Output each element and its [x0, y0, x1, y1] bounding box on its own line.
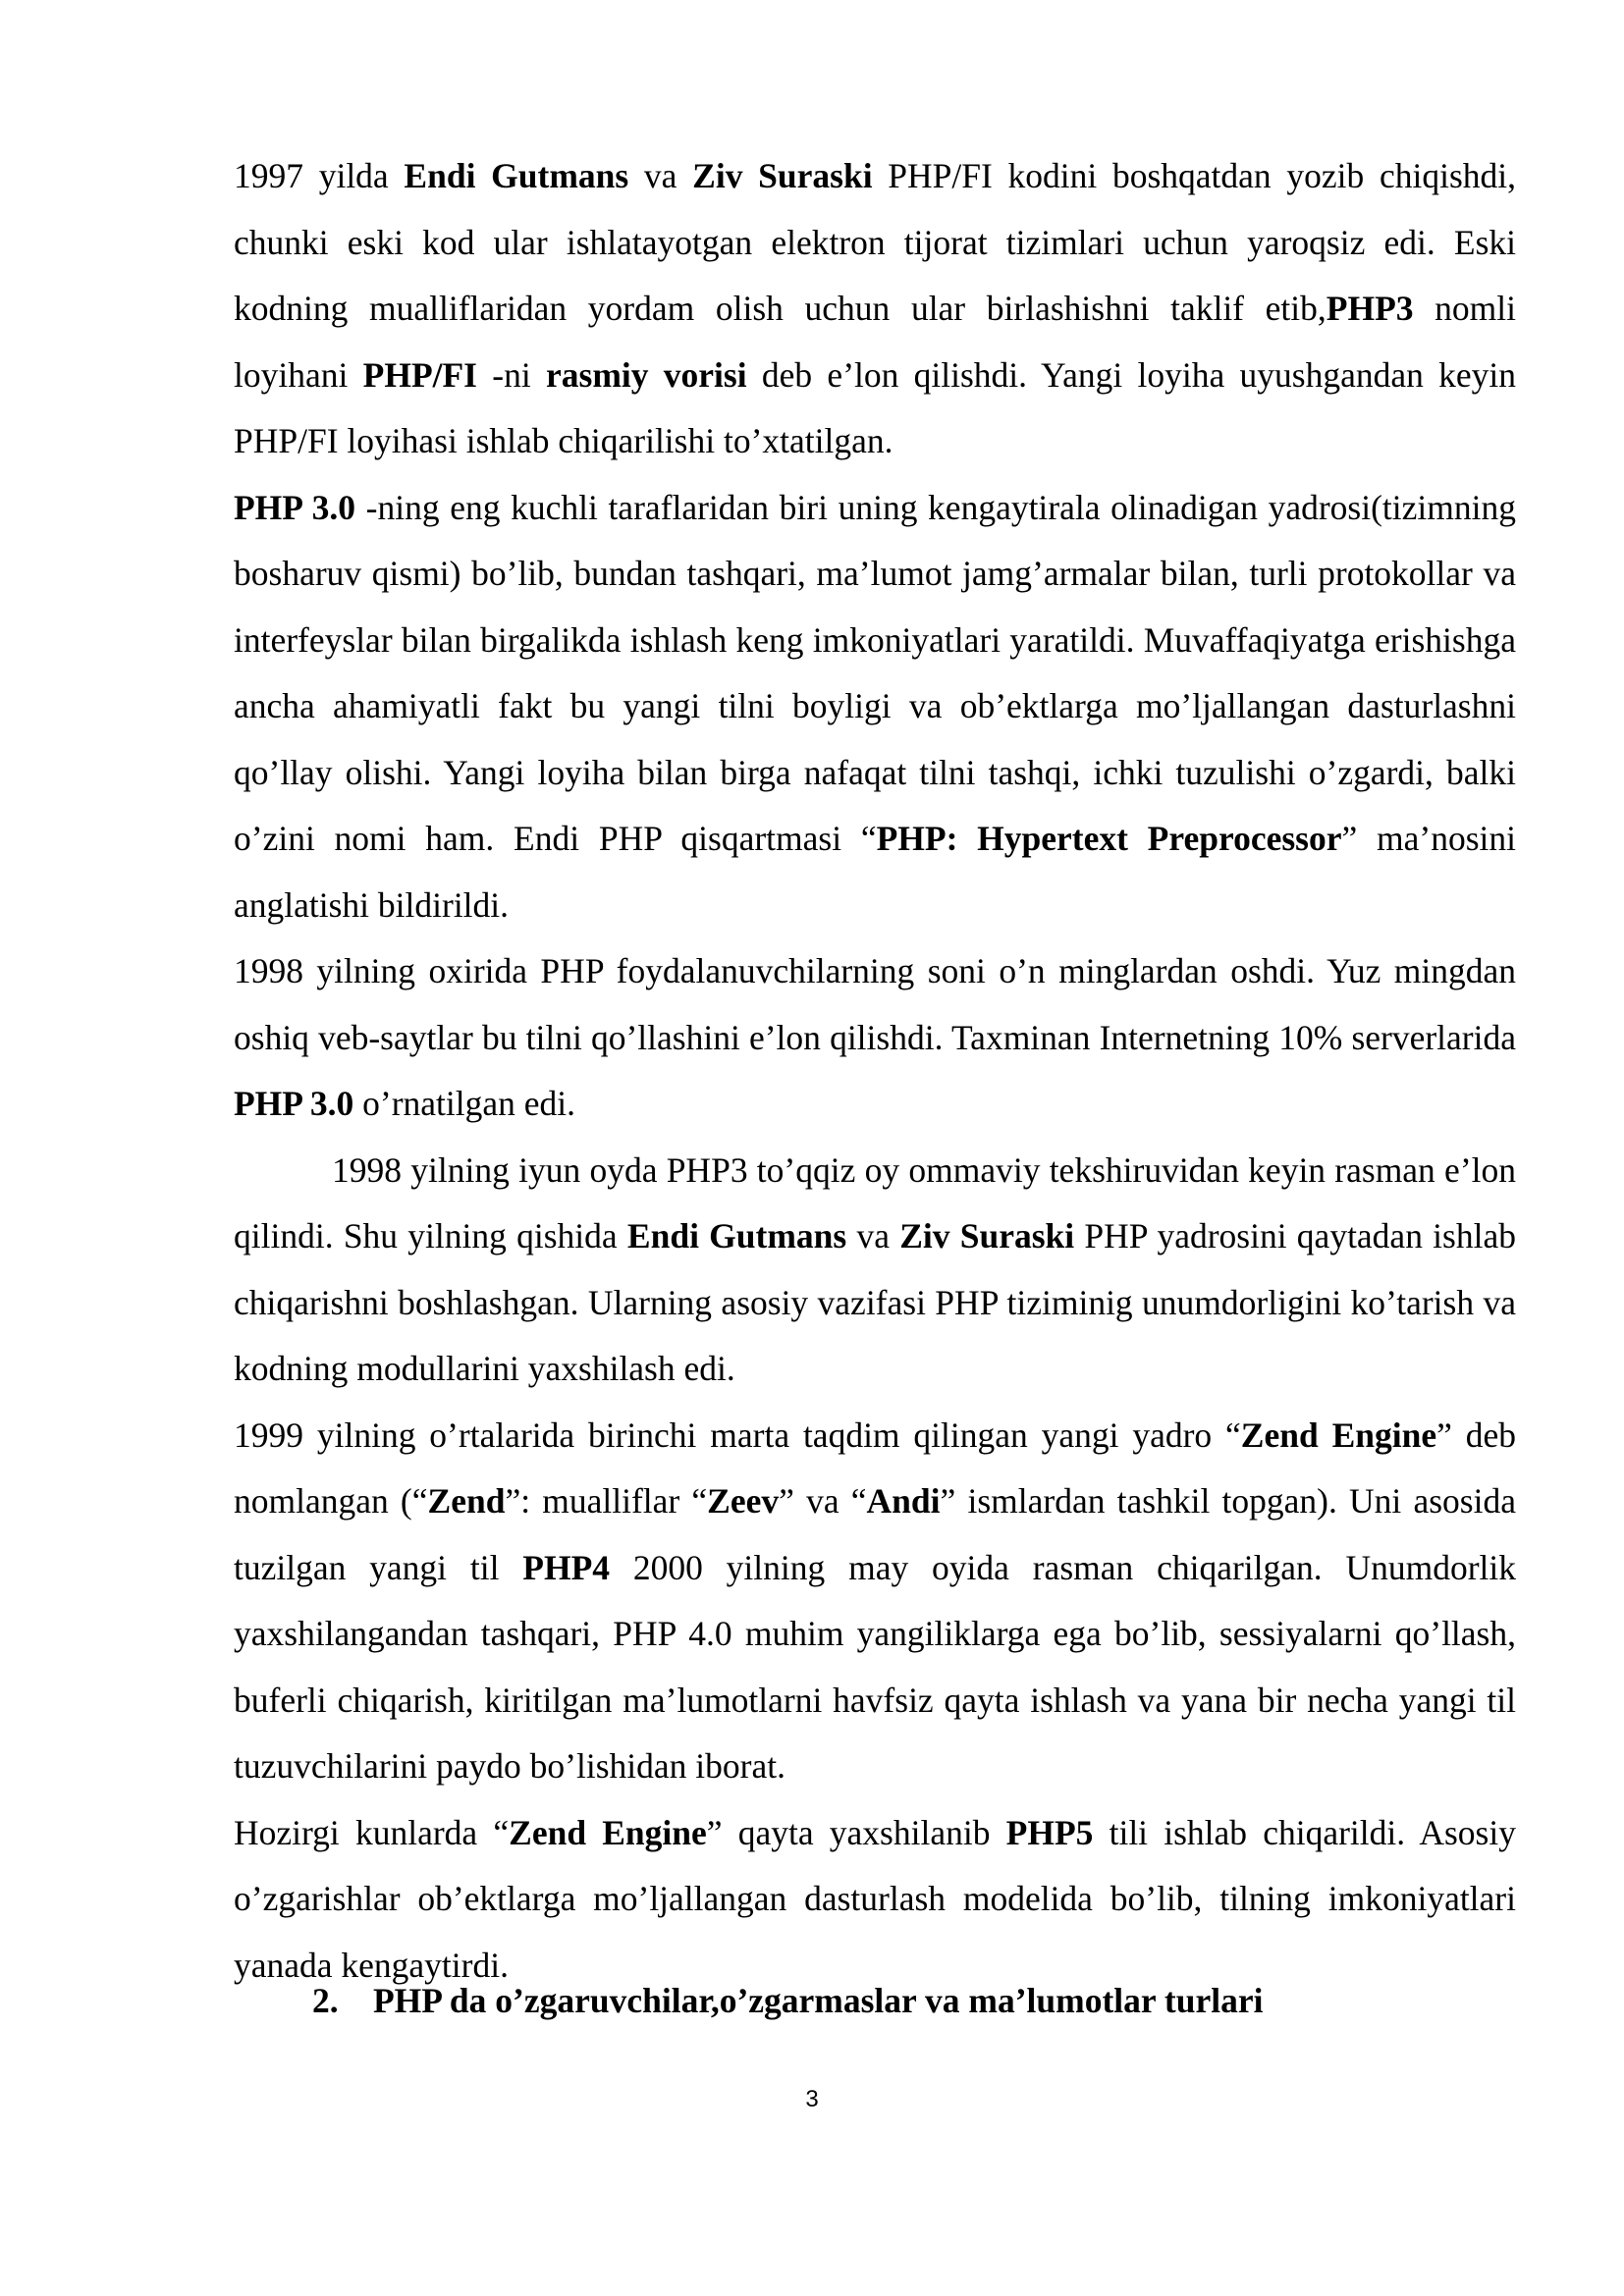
text-run: ”: mualliflar “ — [505, 1481, 708, 1521]
section-number: 2. — [312, 1981, 339, 2020]
text-run: 1999 yilning o’rtalarida birinchi marta taqdim qilingan yangi yadro “ — [234, 1415, 1241, 1455]
bold-text: PHP/FI — [362, 354, 477, 395]
document-body — [234, 143, 1516, 1999]
text-run: va — [846, 1216, 900, 1255]
text-run: tili ishlab chiqarildi. Asosiy o’zgarishlar ob’ektlarga mo’ljallangan dasturlash modelida bo’lib, tilning imkoniyatlari yanada kengaytirdi. — [234, 1812, 1516, 1985]
text-run: -ni — [477, 354, 547, 395]
text-run: 1997 yilda — [234, 156, 405, 195]
bold-text: PHP 3.0 — [234, 487, 356, 527]
paragraph — [234, 1138, 1516, 1403]
text-run: PHP/FI kodini boshqatdan yozib chiqishdi, chunki eski kod ular ishlatayotgan elektron tijorat tizimlari uchun yaroqsiz edi. Eski kodning mualliflaridan yordam olish uchun ular birlashishni taklif etib, — [234, 156, 1517, 328]
bold-text: rasmiy vorisi — [546, 354, 747, 395]
bold-text: Zeev — [707, 1481, 780, 1521]
paragraph — [234, 938, 1516, 1138]
text-run: ” ma’nosini anglatishi bildirildi. — [234, 819, 1516, 925]
bold-text: Endi Gutmans — [404, 156, 629, 195]
text-run: nomli loyihani — [234, 289, 1516, 395]
bold-text: Endi Gutmans — [626, 1216, 847, 1255]
text-run: ” qayta yaxshilanib — [706, 1812, 1006, 1852]
text-run: ” deb nomlangan (“ — [234, 1415, 1516, 1521]
text-run: va — [628, 156, 693, 195]
paragraph — [234, 143, 1516, 475]
paragraph — [234, 475, 1516, 939]
bold-text: Ziv Suraski — [692, 156, 873, 195]
bold-text: Zend Engine — [509, 1812, 707, 1852]
bold-text: PHP3 — [1326, 289, 1414, 328]
text-run: o’rnatilgan edi. — [353, 1084, 576, 1123]
bold-text: PHP4 — [522, 1547, 611, 1587]
bold-text: Zend Engine — [1240, 1415, 1437, 1455]
bold-text: PHP5 — [1005, 1812, 1094, 1852]
text-run: 2000 yilning may oyida rasman chiqarilgan. Unumdorlik yaxshilangandan tashqari, PHP 4.0 muhim yangiliklarga ega bo’lib, sessiyalarni qo’llash, buferli chiqarish, kiritilgan ma’lumotlarni havfsiz qayta ishlash va yana bir necha yangi til tuzuvchilarini paydo bo’lishidan iborat. — [234, 1547, 1517, 1786]
paragraph — [234, 1403, 1516, 1800]
text-run: PHP yadrosini qaytadan ishlab chiqarishni boshlashgan. Ularning asosiy vazifasi PHP tiziminig unumdorligini ko’tarish va kodning modullarini yaxshilash edi. — [234, 1216, 1516, 1388]
text-run: ” ismlardan tashkil topgan). Uni asosida tuzilgan yangi til — [234, 1481, 1516, 1587]
text-run: deb e’lon qilishdi. Yangi loyiha uyushgandan keyin PHP/FI loyihasi ishlab chiqarilishi to’xtatilgan. — [234, 354, 1516, 460]
bold-text: Andi — [866, 1481, 941, 1521]
text-run: -ning eng kuchli taraflaridan biri uning kengaytirala olinadigan yadrosi(tizimning bosharuv qismi) bo’lib, bundan tashqari, ma’lumot jamg’armalar bilan, turli protokollar va interfeyslar bilan birgalikda ishlash keng imkoniyatlari yaratildi. Muvaffaqiyatga erishishga ancha ahamiyatli fakt bu yangi tilni boyligi va ob’ektlarga mo’ljallangan dasturlashni qo’llay olishi. Yangi loyiha bilan birga nafaqat tilni tashqi, ichki tuzulishi o’zgardi, balki o’zini nomi ham. Endi PHP qisqartmasi “ — [234, 487, 1516, 858]
bold-text: PHP: Hypertext Preprocessor — [876, 819, 1342, 858]
section-title: PHP da o’zgaruvchilar,o’zgarmaslar va ma’lumotlar turlari — [373, 1981, 1264, 2020]
bold-text: PHP 3.0 — [234, 1084, 354, 1123]
text-run: 1998 yilning oxirida PHP foydalanuvchilarning soni o’n minglardan oshdi. Yuz mingdan oshiq veb-saytlar bu tilni qo’llashini e’lon qilishdi. Taxminan Internetning 10% serverlarida — [234, 951, 1516, 1057]
section-heading — [312, 1968, 1263, 2035]
bold-text: Ziv Suraski — [899, 1216, 1075, 1255]
page-number: 3 — [805, 2086, 819, 2112]
bold-text: Zend — [427, 1481, 506, 1521]
text-run: Hozirgi kunlarda “ — [234, 1812, 510, 1852]
text-run: ” va “ — [779, 1481, 867, 1521]
text-run: 1998 yilning iyun oyda PHP3 to’qqiz oy ommaviy tekshiruvidan keyin rasman e’lon qilindi. Shu yilning qishida — [234, 1149, 1516, 1255]
